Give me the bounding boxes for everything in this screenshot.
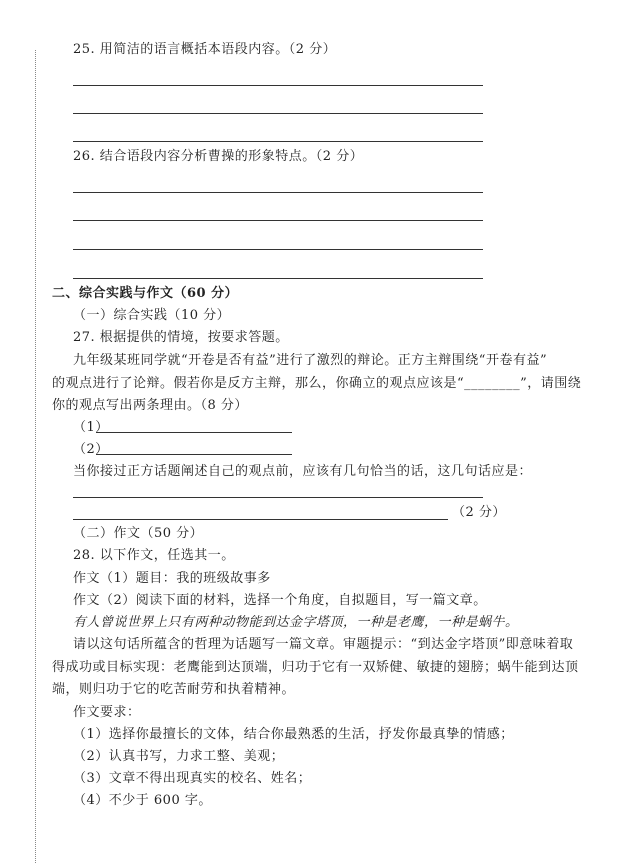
- requirement-item: （1）选择你最擅长的文体，结合你最熟悉的生活，抒发你最真挚的情感；: [73, 727, 514, 742]
- binding-margin-line: [35, 50, 36, 863]
- requirement-item: （4）不少于 600 字。: [73, 793, 212, 808]
- requirement-item: （2）认真书写，力求工整、美观；: [73, 749, 285, 764]
- q27-para: 你的观点写出两条理由。（8 分）: [52, 398, 248, 413]
- section-2-title: 二、综合实践与作文（60 分）: [52, 286, 239, 301]
- q27-item-label: （2）: [73, 442, 109, 457]
- answer-line[interactable]: [73, 249, 483, 250]
- q27-score: （2 分）: [452, 505, 506, 520]
- answer-line[interactable]: [73, 278, 483, 279]
- q27-para: 的观点进行了论辩。假若你是反方主辩，那么，你确立的观点应该是“________”，请围绕: [52, 376, 582, 391]
- answer-line[interactable]: [73, 519, 448, 520]
- answer-line[interactable]: [73, 113, 483, 114]
- essay-option-2: 作文（2）阅读下面的材料，选择一个角度，自拟题目，写一篇文章。: [73, 593, 487, 608]
- essay-quote: 有人曾说世界上只有两种动物能到达金字塔顶，一种是老鹰，一种是蜗牛。: [73, 615, 519, 630]
- answer-line[interactable]: [73, 85, 483, 86]
- question-25: 25. 用简洁的语言概括本语段内容。（2 分）: [73, 42, 337, 57]
- answer-line[interactable]: [96, 454, 292, 455]
- answer-line[interactable]: [73, 497, 483, 498]
- essay-option-1: 作文（1）题目：我的班级故事多: [73, 571, 271, 586]
- q27-item-label: （1）: [73, 420, 109, 435]
- question-28: 28. 以下作文，任选其一。: [73, 548, 235, 563]
- essay-hint: 端，则归功于它的吃苦耐劳和执着精神。: [52, 682, 296, 697]
- requirements-title: 作文要求：: [73, 705, 141, 720]
- essay-hint: 请以这句话所蕴含的哲理为话题写一篇文章。审题提示：“到达金字塔顶”即意味着取: [73, 637, 574, 652]
- answer-line[interactable]: [73, 141, 483, 142]
- q27-para: 九年级某班同学就“开卷是否有益”进行了激烈的辩论。正方主辩围绕“开卷有益”: [73, 353, 548, 368]
- answer-line[interactable]: [73, 220, 483, 221]
- part-2-title: （二）作文（50 分）: [73, 526, 204, 541]
- answer-line[interactable]: [96, 432, 292, 433]
- requirement-item: （3）文章不得出现真实的校名、姓名；: [73, 771, 312, 786]
- question-26: 26. 结合语段内容分析曹操的形象特点。（2 分）: [73, 149, 364, 164]
- question-27: 27. 根据提供的情境，按要求答题。: [73, 330, 289, 345]
- q27-para: 当你接过正方话题阐述自己的观点前，应该有几句恰当的话，这几句话应是：: [73, 464, 533, 479]
- answer-line[interactable]: [73, 192, 483, 193]
- part-1-title: （一）综合实践（10 分）: [73, 308, 231, 323]
- essay-hint: 得成功或目标实现：老鹰能到达顶端，归功于它有一双矫健、敏捷的翅膀；蜗牛能到达顶: [52, 660, 579, 675]
